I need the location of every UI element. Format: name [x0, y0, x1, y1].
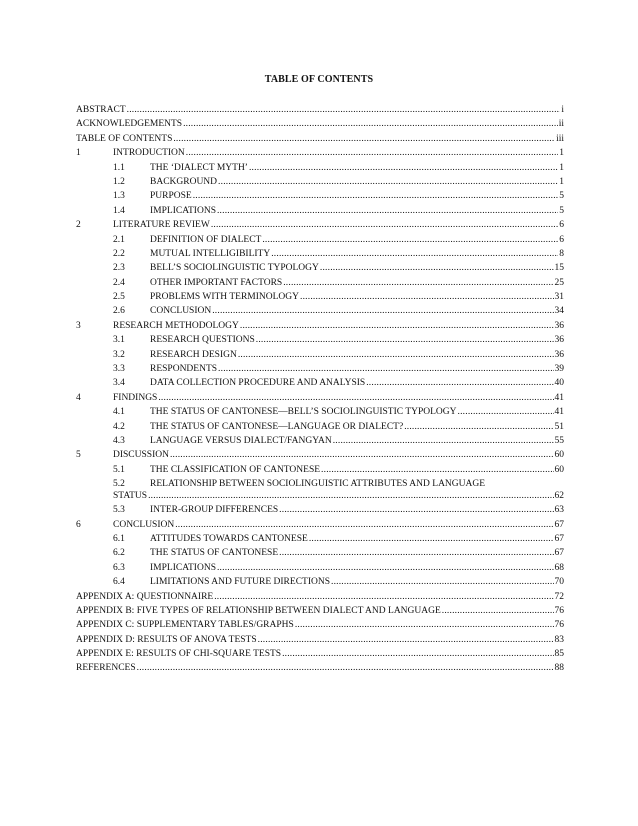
toc-entry-number: 2.6 — [113, 306, 125, 317]
dot-leader — [158, 391, 553, 405]
toc-entry-label: LANGUAGE VERSUS DIALECT/FANGYAN — [150, 435, 332, 446]
dot-leader — [300, 290, 553, 304]
dot-leader — [271, 247, 558, 261]
toc-entry-page: 34 — [554, 306, 564, 317]
toc-entry-page: 55 — [554, 435, 564, 446]
toc-entry[interactable] — [76, 647, 564, 661]
toc-entry-label: THE ‘DIALECT MYTH’ — [150, 162, 248, 173]
dot-leader — [249, 161, 558, 175]
toc-entry-number: 4.2 — [113, 421, 125, 432]
toc-entry-label: STATUS — [113, 491, 148, 502]
toc-entry-line — [150, 304, 564, 318]
dot-leader — [193, 189, 559, 203]
toc-entry-line — [113, 319, 564, 333]
toc-entry-line — [150, 161, 564, 175]
toc-entry-page: 88 — [554, 663, 564, 674]
toc-entry-number: 6.3 — [113, 562, 125, 573]
dot-leader — [321, 463, 553, 477]
toc-entry-number: 5 — [76, 450, 81, 461]
toc-entry[interactable] — [76, 261, 564, 275]
toc-entry-label: TABLE OF CONTENTS — [76, 133, 173, 144]
dot-leader — [258, 633, 554, 647]
toc-entry[interactable] — [76, 362, 564, 376]
toc-entry-label: ACKNOWLEDGEMENTS — [76, 119, 183, 130]
toc-entry-page: 76 — [554, 605, 564, 616]
toc-entry[interactable] — [76, 304, 564, 318]
toc-entry-line — [150, 561, 564, 575]
toc-entry-line — [113, 146, 564, 160]
toc-entry-number: 4.3 — [113, 435, 125, 446]
dot-leader — [175, 518, 553, 532]
toc-entry-number: 3.2 — [113, 349, 125, 360]
dot-leader — [442, 604, 554, 618]
toc-entry-page: 15 — [554, 263, 564, 274]
toc-entry-label: RESEARCH QUESTIONS — [150, 335, 255, 346]
toc-entry-line — [76, 633, 564, 647]
toc-entry-label: RESEARCH DESIGN — [150, 349, 237, 360]
toc-entry-number: 4.1 — [113, 407, 125, 418]
toc-entry-line — [76, 132, 564, 146]
toc-entry-line — [150, 247, 564, 261]
toc-entry[interactable] — [76, 189, 564, 203]
toc-entry-line — [150, 503, 564, 517]
toc-entry-label: THE STATUS OF CANTONESE—LANGUAGE OR DIALECT? — [150, 421, 404, 432]
toc-entry-label: APPENDIX C: SUPPLEMENTARY TABLES/GRAPHS — [76, 620, 294, 631]
toc-entry-label: PURPOSE — [150, 191, 192, 202]
toc-entry[interactable] — [76, 420, 564, 434]
toc-entry-page: 31 — [554, 292, 564, 303]
toc-entry-number: 2.4 — [113, 277, 125, 288]
toc-entry-label: THE CLASSIFICATION OF CANTONESE — [150, 464, 321, 475]
toc-entry-number: 3.3 — [113, 364, 125, 375]
toc-entry-label: OTHER IMPORTANT FACTORS — [150, 277, 283, 288]
toc-entry-page: 5 — [559, 191, 564, 202]
dot-leader — [186, 146, 558, 160]
toc-entry-page: 40 — [554, 378, 564, 389]
toc-entry[interactable] — [76, 117, 564, 131]
toc-entry-line — [150, 575, 564, 589]
toc-entry[interactable] — [76, 604, 564, 618]
page-title: TABLE OF CONTENTS — [264, 74, 374, 85]
toc-entry[interactable] — [76, 477, 564, 503]
toc-entry-page: 67 — [554, 519, 564, 530]
toc-entry-page: 8 — [559, 248, 564, 259]
toc-entry-line — [150, 261, 564, 275]
toc-entry-page: 6 — [559, 234, 564, 245]
toc-entry[interactable] — [76, 103, 564, 117]
toc-entry-line — [76, 647, 564, 661]
toc-entry-line — [150, 333, 564, 347]
toc-entry-page: 25 — [554, 277, 564, 288]
toc-entry[interactable] — [76, 161, 564, 175]
dot-leader — [238, 348, 554, 362]
toc-entry-line — [113, 391, 564, 405]
dot-leader — [283, 276, 553, 290]
toc-entry-line — [113, 218, 564, 232]
dot-leader — [256, 333, 554, 347]
toc-entry-label: DEFINITION OF DIALECT — [150, 234, 262, 245]
dot-leader — [212, 304, 553, 318]
toc-entry-number: 1 — [76, 148, 81, 159]
toc-entry[interactable] — [76, 503, 564, 517]
toc-entry-label: THE STATUS OF CANTONESE—BELL’S SOCIOLINGUISTIC TYPOLOGY — [150, 407, 457, 418]
dot-leader — [282, 647, 553, 661]
toc-entry-page: 41 — [554, 407, 564, 418]
dot-leader — [148, 489, 553, 503]
toc-entry-number: 2.2 — [113, 248, 125, 259]
toc-entry[interactable] — [76, 290, 564, 304]
toc-entry-page: 36 — [554, 349, 564, 360]
toc-entry-line — [150, 463, 564, 477]
toc-entry-page: 67 — [554, 533, 564, 544]
toc-entry-label: BELL’S SOCIOLINGUISTIC TYPOLOGY — [150, 263, 319, 274]
toc-entry-number: 5.3 — [113, 505, 125, 516]
toc-entry-line — [113, 448, 564, 462]
toc-entry-line — [76, 618, 564, 632]
toc-entry-line — [150, 376, 564, 390]
toc-entry-number: 2.3 — [113, 263, 125, 274]
toc-entry-label: THE STATUS OF CANTONESE — [150, 548, 279, 559]
dot-leader — [137, 661, 554, 675]
toc-entry[interactable] — [76, 575, 564, 589]
toc-entry-page: 1 — [559, 148, 564, 159]
toc-entry-number: 5.2 — [113, 479, 125, 490]
toc-entry-label: DISCUSSION — [113, 450, 169, 461]
toc-entry-number: 5.1 — [113, 464, 125, 475]
toc-entry-label: APPENDIX A: QUESTIONNAIRE — [76, 591, 214, 602]
dot-leader — [262, 233, 558, 247]
toc-entry-line — [150, 405, 564, 419]
toc-entry-number: 1.4 — [113, 205, 125, 216]
toc-entry-page: 1 — [559, 162, 564, 173]
toc-entry[interactable] — [76, 132, 564, 146]
toc-entry[interactable] — [76, 247, 564, 261]
toc-entry-label: LITERATURE REVIEW — [113, 220, 210, 231]
toc-entry-label: INTRODUCTION — [113, 148, 185, 159]
toc-entry-label: REFERENCES — [76, 663, 136, 674]
toc-entry-page: 67 — [554, 548, 564, 559]
toc-entry-line — [76, 661, 564, 675]
toc-entry[interactable] — [76, 532, 564, 546]
toc-entry-line — [150, 532, 564, 546]
dot-leader — [333, 434, 554, 448]
toc-entry-page: 63 — [554, 505, 564, 516]
toc-entry-number: 1.3 — [113, 191, 125, 202]
toc-entry-number: 2.5 — [113, 292, 125, 303]
toc-entry[interactable] — [76, 590, 564, 604]
toc-entry-label: APPENDIX D: RESULTS OF ANOVA TESTS — [76, 634, 257, 645]
dot-leader — [214, 590, 553, 604]
dot-leader — [218, 362, 553, 376]
toc-entry-label: IMPLICATIONS — [150, 562, 216, 573]
toc-entry-label: ATTITUDES TOWARDS CANTONESE — [150, 533, 308, 544]
toc-entry[interactable] — [76, 546, 564, 560]
toc-entry-label: APPENDIX E: RESULTS OF CHI-SQUARE TESTS — [76, 649, 282, 660]
dot-leader — [366, 376, 553, 390]
toc-entry-number: 2.1 — [113, 234, 125, 245]
toc-entry-label: RESPONDENTS — [150, 364, 218, 375]
toc-entry-label: DATA COLLECTION PROCEDURE AND ANALYSIS — [150, 378, 366, 389]
toc-entry-number: 1.1 — [113, 162, 125, 173]
toc-entry-page: 41 — [554, 392, 564, 403]
toc-entry-label: PROBLEMS WITH TERMINOLOGY — [150, 292, 300, 303]
toc-entry-line — [76, 117, 564, 131]
dot-leader — [458, 405, 554, 419]
toc-entry[interactable] — [76, 405, 564, 419]
table-of-contents — [76, 103, 564, 676]
toc-entry-line — [150, 175, 564, 189]
toc-entry-line — [150, 348, 564, 362]
toc-entry-label: FINDINGS — [113, 392, 158, 403]
dot-leader — [217, 561, 554, 575]
toc-entry[interactable] — [76, 463, 564, 477]
toc-entry-number: 6.2 — [113, 548, 125, 559]
toc-entry-line — [150, 546, 564, 560]
dot-leader — [404, 420, 553, 434]
toc-entry-line — [150, 276, 564, 290]
dot-leader — [218, 175, 558, 189]
toc-entry-page: 62 — [554, 491, 564, 502]
dot-leader — [173, 132, 555, 146]
toc-entry-label: INTER-GROUP DIFFERENCES — [150, 505, 279, 516]
toc-entry[interactable] — [76, 391, 564, 405]
toc-entry-label: MUTUAL INTELLIGIBILITY — [150, 248, 271, 259]
toc-entry-line — [150, 290, 564, 304]
toc-entry-line — [150, 420, 564, 434]
toc-entry[interactable] — [76, 434, 564, 448]
toc-entry[interactable] — [76, 204, 564, 218]
toc-entry-line — [150, 434, 564, 448]
toc-entry[interactable] — [76, 518, 564, 532]
toc-entry-page: 6 — [559, 220, 564, 231]
dot-leader — [240, 319, 554, 333]
dot-leader — [127, 103, 561, 117]
toc-entry-page: 39 — [554, 364, 564, 375]
toc-entry-label-line1: RELATIONSHIP BETWEEN SOCIOLINGUISTIC ATTRIBUTES AND LANGUAGE — [150, 479, 486, 490]
toc-entry-page: i — [561, 105, 564, 115]
toc-entry[interactable] — [76, 618, 564, 632]
toc-entry[interactable] — [76, 146, 564, 160]
toc-entry-line — [150, 204, 564, 218]
toc-entry[interactable] — [76, 561, 564, 575]
toc-entry-page: 36 — [554, 335, 564, 346]
dot-leader — [170, 448, 554, 462]
toc-entry-label: IMPLICATIONS — [150, 205, 216, 216]
toc-entry-number: 2 — [76, 220, 81, 231]
toc-entry-line — [113, 518, 564, 532]
toc-entry-page: 60 — [554, 464, 564, 475]
toc-entry-number: 1.2 — [113, 176, 125, 187]
toc-entry[interactable] — [76, 319, 564, 333]
toc-entry-number: 6.4 — [113, 577, 125, 588]
toc-entry-page: 51 — [554, 421, 564, 432]
toc-entry-line — [113, 489, 564, 503]
toc-entry[interactable] — [76, 348, 564, 362]
toc-entry-number: 3.1 — [113, 335, 125, 346]
dot-leader — [183, 117, 558, 131]
toc-entry-line — [150, 362, 564, 376]
toc-entry[interactable] — [76, 333, 564, 347]
toc-entry-label: BACKGROUND — [150, 176, 218, 187]
dot-leader — [295, 618, 554, 632]
toc-entry-page: 60 — [554, 450, 564, 461]
toc-entry[interactable] — [76, 448, 564, 462]
toc-entry[interactable] — [76, 175, 564, 189]
toc-entry-line — [150, 233, 564, 247]
toc-entry-line — [76, 590, 564, 604]
toc-entry-page: 68 — [554, 562, 564, 573]
dot-leader — [279, 546, 553, 560]
toc-entry-label: CONCLUSION — [113, 519, 175, 530]
toc-entry-number: 6 — [76, 519, 81, 530]
toc-entry-page: 76 — [554, 620, 564, 631]
dot-leader — [211, 218, 558, 232]
toc-entry-label: RESEARCH METHODOLOGY — [113, 320, 239, 331]
toc-entry-number: 4 — [76, 392, 81, 403]
toc-entry-page: 1 — [559, 176, 564, 187]
toc-entry-page: 70 — [554, 577, 564, 588]
toc-entry-number: 3 — [76, 320, 81, 331]
toc-entry-page: iii — [556, 133, 564, 144]
toc-entry[interactable] — [76, 233, 564, 247]
toc-entry-line — [150, 189, 564, 203]
toc-entry-label: APPENDIX B: FIVE TYPES OF RELATIONSHIP BETWEEN DIALECT AND LANGUAGE — [76, 605, 441, 616]
toc-entry-page: 36 — [554, 320, 564, 331]
toc-entry-page: 83 — [554, 634, 564, 645]
toc-entry-label: ABSTRACT — [76, 105, 126, 115]
dot-leader — [331, 575, 554, 589]
toc-entry[interactable] — [76, 633, 564, 647]
toc-entry-page: ii — [558, 119, 564, 130]
toc-entry[interactable] — [76, 661, 564, 675]
dot-leader — [309, 532, 554, 546]
dot-leader — [279, 503, 553, 517]
toc-entry[interactable] — [76, 376, 564, 390]
toc-entry-page: 72 — [554, 591, 564, 602]
dot-leader — [320, 261, 554, 275]
toc-entry-page: 85 — [554, 649, 564, 660]
toc-entry[interactable] — [76, 218, 564, 232]
toc-entry[interactable] — [76, 276, 564, 290]
toc-entry-page: 5 — [559, 205, 564, 216]
toc-entry-number: 3.4 — [113, 378, 125, 389]
toc-entry-line — [76, 103, 564, 117]
dot-leader — [217, 204, 558, 218]
toc-entry-number: 6.1 — [113, 533, 125, 544]
toc-entry-label: CONCLUSION — [150, 306, 212, 317]
toc-entry-label: LIMITATIONS AND FUTURE DIRECTIONS — [150, 577, 330, 588]
toc-entry-line — [76, 604, 564, 618]
